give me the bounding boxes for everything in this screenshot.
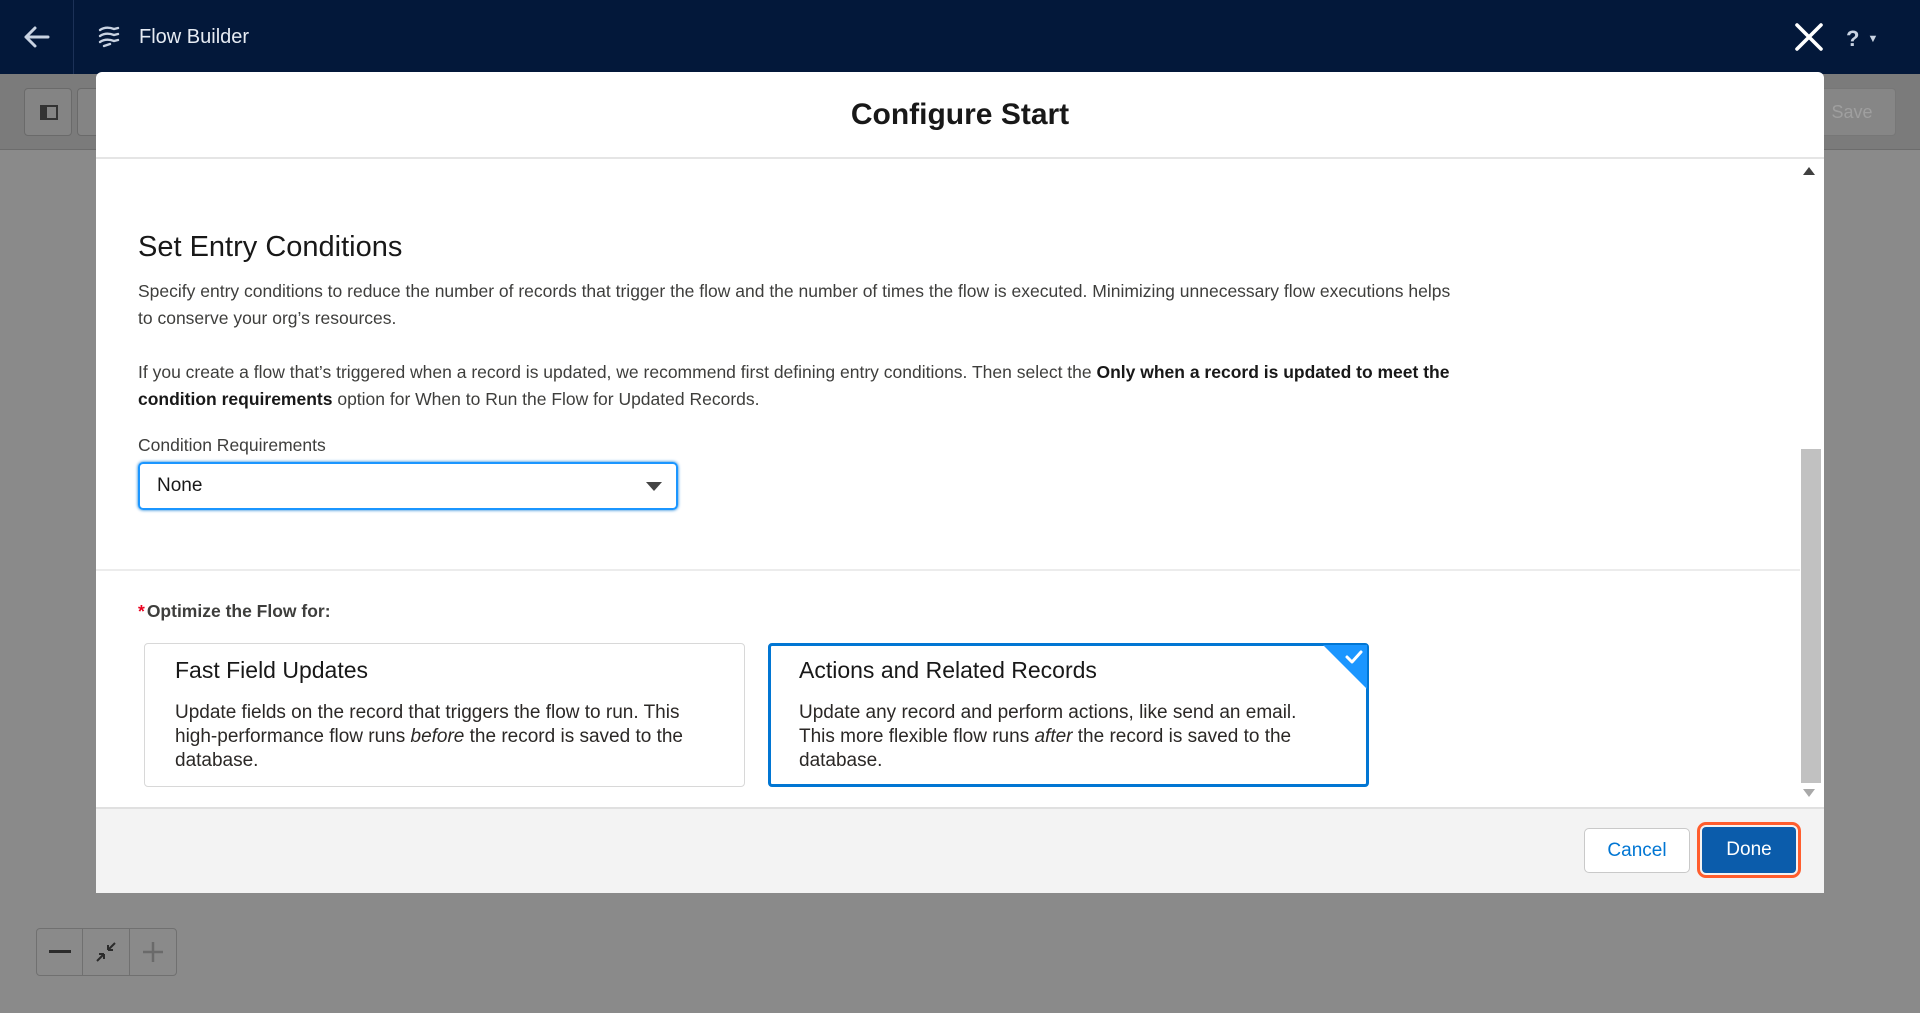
panel-icon [25, 89, 73, 137]
option-card-fast-field-updates[interactable] [144, 643, 745, 787]
arrow-left-icon [24, 26, 50, 48]
plus-icon [142, 941, 164, 963]
condition-requirements-value: None [157, 475, 203, 496]
modal-header [96, 72, 1824, 159]
section-title: Set Entry Conditions [138, 231, 403, 263]
condition-requirements-label: Condition Requirements [138, 435, 326, 455]
dropdown-arrow-icon [646, 482, 662, 491]
toggle-panel-button[interactable] [24, 88, 72, 136]
modal-title: Configure Start [850, 97, 1070, 131]
condition-requirements-select[interactable] [138, 462, 678, 510]
app-header [0, 0, 1920, 74]
fit-view-button[interactable] [83, 929, 129, 975]
entry-conditions-description: Specify entry conditions to reduce the number of records that trigger the flow and the number of times the flow is executed. Minimizing unnecessary flow executions helps to conserve your org’s resources. [138, 281, 1451, 328]
done-button[interactable]: Done [1702, 827, 1796, 873]
zoom-in-button[interactable] [130, 929, 176, 975]
zoom-out-button[interactable] [37, 929, 83, 975]
scroll-up-arrow-icon[interactable] [1803, 167, 1815, 175]
minus-icon [49, 950, 71, 954]
required-indicator: * [138, 601, 145, 621]
option-card-title: Fast Field Updates [175, 657, 369, 683]
zoom-controls [36, 928, 177, 976]
contract-icon [95, 941, 117, 963]
scrollbar[interactable] [1800, 159, 1820, 807]
option-card-description: Update any record and perform actions, like send an email. This more flexible flow runs after the record is saved to the database. [799, 702, 1297, 771]
entry-conditions-recommendation: If you create a flow that’s triggered when a record is updated, we recommend first defining entry conditions. Then select the Only when a record is updated to meet the condition requirements option for When to Run the Flow for Updated Records. [138, 362, 1450, 409]
option-card-title: Actions and Related Records [799, 657, 1097, 683]
scrollbar-thumb[interactable] [1801, 449, 1821, 783]
scroll-down-arrow-icon[interactable] [1803, 789, 1815, 797]
modal-body[interactable] [96, 159, 1824, 807]
optimize-flow-label: * Optimize the Flow for: [138, 601, 331, 621]
close-icon[interactable] [1794, 22, 1824, 52]
selected-check-icon [1323, 645, 1367, 689]
help-menu[interactable] [1846, 26, 1878, 52]
option-card-actions-related-records[interactable] [768, 643, 1369, 787]
configure-start-modal [96, 72, 1824, 893]
flow-icon [96, 24, 122, 50]
back-button[interactable] [0, 0, 74, 74]
section-divider [96, 569, 1800, 571]
app-title: Flow Builder [139, 26, 250, 48]
modal-footer [96, 807, 1824, 893]
cancel-button[interactable]: Cancel [1584, 828, 1690, 873]
save-button[interactable]: Save [1808, 88, 1896, 136]
option-card-description: Update fields on the record that triggers the flow to run. This high-performance flow runs before the record is saved to the database. [175, 702, 683, 771]
help-icon: ? [1846, 26, 1860, 51]
chevron-down-icon: ▼ [1867, 33, 1879, 45]
